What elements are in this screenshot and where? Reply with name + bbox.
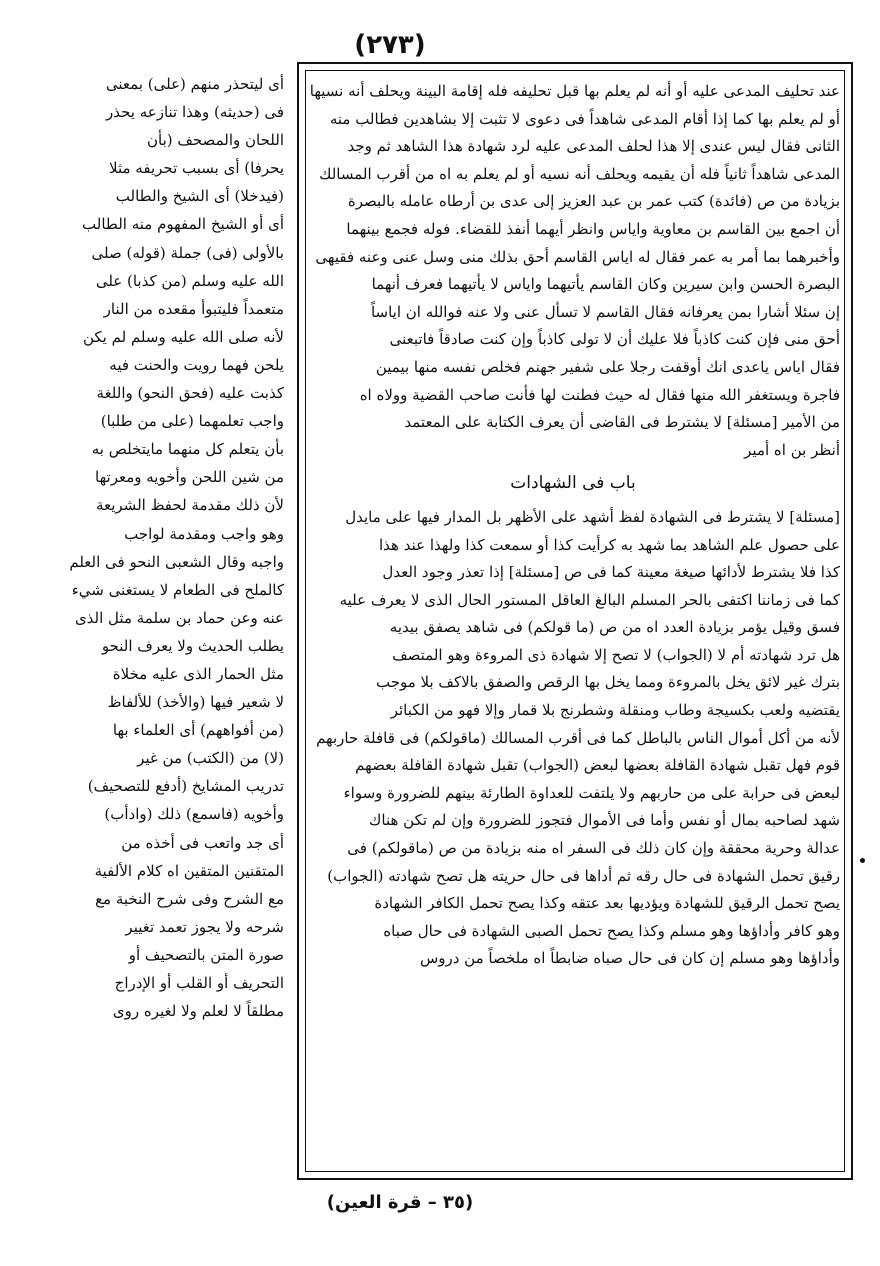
- text-line: واجب تعلمهما (على من طلبا): [100, 412, 284, 431]
- text-line: يصح تحمل الرقيق للشهادة ويؤديها بعد عتقه وكذا يصح تحمل الكافر الشهادة: [374, 894, 840, 913]
- text-line: المتقنين المتقين اه كلام الألفية: [94, 861, 284, 880]
- text-line: (فيدخلا) أى الشيخ والطالب: [115, 187, 284, 206]
- text-line: [مسئلة] لا يشترط فى الشهادة لفظ أشهد على الأظهر بل المدار فيها على مايدل: [345, 507, 840, 526]
- text-line: مطلقاً لا لعلم ولا لغيره روى: [112, 1002, 284, 1021]
- text-line: لأن ذلك مقدمة لحفظ الشريعة: [95, 496, 284, 515]
- page-number: (٢٧٣): [354, 30, 426, 60]
- text-line: مثل الحمار الذى عليه مخلاة: [112, 664, 284, 683]
- text-line: (من أفواههم) أى العلماء بها: [112, 721, 284, 740]
- margin-mark: [860, 858, 865, 863]
- text-line: هل ترد شهادته أم لا (الجواب) لا تصح إلا شهادة ذى المروءة وهو المتصف: [392, 645, 840, 664]
- text-line: عند تحليف المدعى عليه أو أنه لم يعلم بها قبل تحليفه فله إقامة البينة ويحلف أنه نسيها: [309, 82, 840, 100]
- text-line: لأنه من أكل أموال الناس بالباطل كما فى أقرب المسالك (ماقولكم) فى قافلة حاربهم: [316, 728, 840, 747]
- text-line: شهد لصاحبه بمال أو نفس وأما فى الأموال فتجوز للضرورة وإن لم تكن هناك: [369, 811, 840, 830]
- text-line: لبعض فى حرابة على من حاربهم ولا يلتفت للعداوة الطارئة بينهم للضرورة وسواء: [343, 783, 840, 802]
- text-line: متعمداً فليتبوأ مقعده من النار: [103, 299, 284, 318]
- text-line: التحريف أو القلب أو الإدراج: [114, 974, 284, 992]
- text-line: الثانى فقال ليس عندى إلا هذا لحلف المدعى عليه لرد شهادة هذا الشاهد ثم وجد: [347, 137, 840, 156]
- text-line: فاجرة ويستغفر الله منها فقال له حيث فطنت لها فأنت صاحب القضية وولاه اه: [359, 385, 840, 404]
- text-line: المدعى شاهداً ثانياً فله أن يقيمه ويحلف أنه نسيه أو لم يعلم به اه من أقرب المسالك: [319, 164, 840, 183]
- text-line: من شين اللحن وأخويه ومعرتها: [95, 468, 284, 487]
- text-line: فقال اياس ياعدى انك أوقفت رجلا على شفير جهنم فخلص نفسه منها بيمين: [375, 357, 840, 376]
- text-line: أى جد واتعب فى أخذه من: [121, 833, 284, 852]
- text-line: وهو كافر وأداؤها وهو مسلم وكذا يصح تحمل الصبى الشهادة فى حال صباه: [383, 921, 840, 940]
- text-line: كالملح فى الطعام لا يستغنى شيء: [71, 580, 284, 599]
- text-line: عدالة وحرية محققة وإن كان ذلك فى السفر اه منه بزيادة من ص (ماقولكم) فى: [347, 839, 840, 858]
- text-line: وأخبرهما بما أمر به عمر فقال له اياس القاسم أحق بذلك منى وسل عنى وعنه فقيهى: [315, 247, 840, 266]
- text-line: بأن يتعلم كل منهما مايتخلص به: [91, 440, 284, 459]
- text-line: عنه وعن حماد بن سلمة مثل الذى: [74, 608, 284, 627]
- text-line: البصرة الحسن وابن سيرين وكان القاسم يأتيهما واياس لا يأتيهما فعرف أنهما: [371, 275, 840, 294]
- commentary-column: [34, 70, 284, 1025]
- text-line: شرحه ولا يجوز تعمد تغيير: [125, 917, 284, 936]
- text-line: يطلب الحديث ولا يعرف النحو: [101, 636, 284, 655]
- text-line: كما فى زماننا اكتفى بالحر المسلم البالغ العاقل المستور الحال الذى لا يعرف عليه: [339, 590, 840, 609]
- text-line: أى أو الشيخ المفهوم منه الطالب: [82, 215, 284, 234]
- text-line: فسق وقيل يؤمر بزيادة العدد اه من ص (ما قولكم) فى شاهد يصفق بيديه: [389, 618, 840, 637]
- text-line: بترك غير لائق يخل بالمروءة ومما يخل بها الرقص والصفق بالاكف بلا موجب: [375, 673, 840, 692]
- text-line: يحرفا) أى بسبب تحريفه مثلا: [109, 159, 284, 178]
- section-heading: باب فى الشهادات: [510, 473, 636, 494]
- text-line: على حصول علم الشاهد بما شهد به كرأيت كذا أو سمعت كذا ولهذا عند هذا: [378, 535, 840, 554]
- text-line: قوم فهل تقبل شهادة القافلة بعضها لبعض (الجواب) تقبل شهادة القافلة بعضهم: [355, 756, 840, 775]
- text-line: وأداؤها وهو مسلم إن كان فى حال صباه ضابطاً اه ملخصاً من دروس: [419, 949, 840, 968]
- text-line: (لا) من (الكتب) من غير: [137, 749, 284, 768]
- text-line: بالأولى (فى) جملة (قوله) صلى: [91, 243, 284, 262]
- text-line: أى ليتحذر منهم (على) بمعنى: [105, 75, 284, 93]
- text-line: من الأمير [مسئلة] لا يشترط فى القاضى أن يعرف الكتابة على المعتمد: [404, 413, 840, 432]
- text-line: كذبت عليه (فحق النحو) واللغة: [96, 384, 284, 403]
- text-line: وأخويه (فاسمع) ذلك (وادأب): [104, 805, 284, 824]
- text-line: الله عليه وسلم (من كذبا) على: [95, 271, 284, 290]
- text-line: أو لم يعلم بها كما إذا أقام المدعى شاهداً فى دعوى لا تثبت إلا بشاهدين فطالب منه: [329, 109, 840, 128]
- text-line: بزيادة من ص (فائدة) كتب عمر بن عبد العزيز إلى عدى بن أرطاه عامله بالبصرة: [347, 192, 840, 211]
- text-line: لأنه صلى الله عليه وسلم لم يكن: [82, 327, 284, 346]
- text-line: إن سئلا أشارا بمن يعرفانه فقال القاسم لا تسأل عنى ولا عنه فوالله ان اياساً: [370, 302, 840, 321]
- text-line: أنظر بن اه أمير: [744, 440, 840, 459]
- text-line: اللحان والمصحف (بأن: [147, 131, 284, 150]
- text-line: فى (حديثه) وهذا تنازعه يحذر: [105, 103, 284, 122]
- text-line: يلحن فهما رويت والحنت فيه: [109, 355, 284, 374]
- main-text-block: [306, 78, 840, 973]
- text-line: مع الشرح وفى شرح النخبة مع: [95, 889, 284, 908]
- text-line: يقتضيه ولعب بكسيجة وطاب ومنقلة وشطرنج بلا قمار وإلا فهو من الكبائر: [390, 701, 840, 720]
- text-line: أحق منى فإن كنت كاذباً فلا عليك أن لا تولى كاذباً وإن كنت صادقاً فاتبعنى: [389, 330, 840, 349]
- text-line: تدريب المشايخ (أدفع للتصحيف): [87, 777, 284, 796]
- text-line: صورة المتن بالتصحيف أو: [128, 945, 284, 964]
- text-line: واجبه وقال الشعبى النحو فى العلم: [69, 552, 284, 571]
- text-line: لا شعير فيها (والأخذ) للألفاظ: [107, 693, 284, 712]
- text-line: وهو واجب ومقدمة لواجب: [124, 524, 284, 543]
- text-line: أن اجمع بين القاسم بن معاوية واياس وانظر أيهما أنفذ للقضاء. فوله فجمع بينهما: [346, 219, 840, 238]
- text-line: كذا فلا يشترط لأدائها صيغة معينة كما فى ص [مسئلة] إذا تعذر وجود العدل: [382, 563, 840, 582]
- page-footer: (٣٥ – قرة العين): [326, 1192, 474, 1213]
- text-line: رقيق تحمل الشهادة فى حال رقه ثم أداها فى حال حريته هل تصح شهادته (الجواب): [327, 866, 840, 885]
